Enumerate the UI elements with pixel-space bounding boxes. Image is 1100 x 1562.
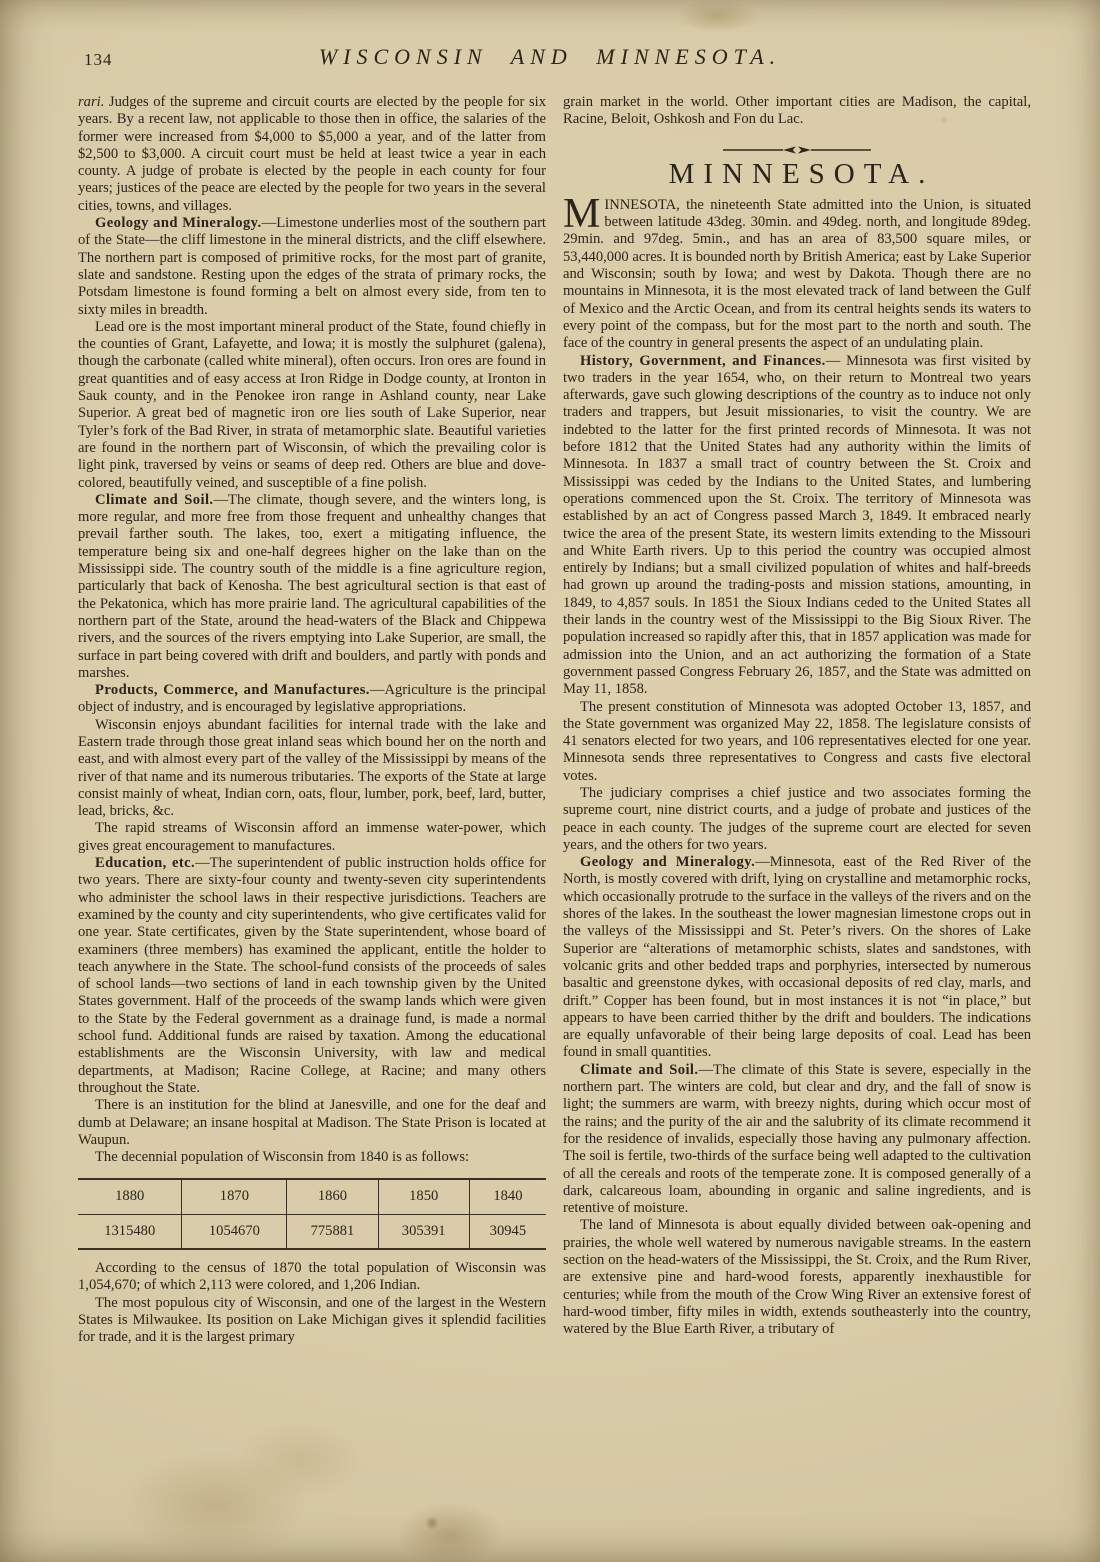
section-run-head: Geology and Mineralogy. (95, 215, 262, 232)
table-header-row (78, 1179, 546, 1214)
paragraph: Lead ore is the most important mineral product of the State, found chiefly in the counties of Grant, Lafayette, and Iowa; it is mostly the sulphuret (galena), though the carbonate (called white mineral), often occurs. Iron ores are found in great quantities and of easy access at Iron Ridge in Dodge county, at Ironton in Sauk county, and in the Penokee iron range in Ashland county, near Lake Superior. A great bed of magnetic iron ore lies south of Lake Superior, near Tyler’s fork of the Bad River, in strata of metamorphic slate. Beautiful varieties are found in the northern part of Wisconsin, of which the prevailing color is light pink, traversed by veins or seams of deep red. Others are blue and dove-colored, beautifully veined, and susceptible of a fine polish. (78, 318, 546, 491)
table-cell: 775881 (287, 1214, 378, 1249)
table-cell: 1315480 (104, 1222, 156, 1239)
paragraph: The most populous city of Wisconsin, and one of the largest in the Western States is Milwaukee. Its position on Lake Michigan gives it splendid facilities for trade, and it is the largest primary (78, 1294, 546, 1346)
table-cell: 1870 (182, 1179, 287, 1214)
section-run-head: Climate and Soil. (580, 1061, 699, 1078)
divider-ornament-icon (717, 144, 877, 156)
paragraph: According to the census of 1870 the total population of Wisconsin was 1,054,670; of which 2,113 were colored, and 1,206 Indian. (78, 1260, 546, 1294)
table-cell: 1860 (287, 1179, 378, 1214)
right-column (563, 94, 1031, 1338)
paragraph: The judiciary comprises a chief justice and two associates forming the supreme court, nine district courts, and a judge of probate and justices of the peace in each county. The judges of the supreme court are elected for seven years, and the others for two years. (563, 784, 1031, 853)
drop-cap: M (563, 190, 601, 237)
paragraph: Climate and Soil.—The climate of this State is severe, especially in the northern part. The winters are cold, but clear and dry, and the fall of snow is light; the summers are warm, with breezy nights, during which occur most of the rains; and the purity of the air and the salubrity of its climate recommend it for the residence of invalids, especially those having any pulmonary affection. The soil is fertile, two-thirds of the surface being well adapted to the cultivation of all the cereals and roots of the temperate zone. It is composed generally of a dark, calcareous loam, abounding in organic and saline ingredients, and is retentive of moisture. (563, 1061, 1031, 1217)
page-number: 134 (84, 50, 113, 69)
paragraph: The decennial population of Wisconsin from 1840 is as follows: (95, 1149, 470, 1166)
section-run-head: Climate and Soil. (95, 491, 214, 508)
paragraph: Geology and Mineralogy.—Minnesota, east of the Red River of the North, is mostly covered with drift, lying on crystalline and metamorphic rocks, which occasionally protrude to the surface in the valleys of the rivers and on the shores of the lakes. In the southeast the lower magnesian limestone crops out in the valleys of the Mississippi and St. Peter’s rivers. On the shores of Lake Superior are “alterations of metamorphic schists, slates and sandstones, with volcanic grits and other bedded traps and porphyries, intersected by numerous basaltic and greenstone dykes, with occasional deposits of red clay, marls, and drift.” Copper has been found, but in most instances it is not “in place,” but appears to have been carried thither by the drift and boulders. The indications are equally unfavorable of their being large deposits of coal. Lead has been found in small quantities. (563, 854, 1031, 1061)
table-cell: 1054670 (182, 1214, 287, 1249)
paragraph: MINNESOTA, the nineteenth State admitted into the Union, is situated between latitude 43deg. 30min. and 49deg. north, and longitude 89deg. 29min. and 97deg. 5min., and has an area of 83,500 square miles, or 53,440,000 acres. It is bounded north by British America; east by Lake Superior and Wisconsin; south by Iowa; and west by Dakota. Though there are no mountains in Minnesota, it is the most elevated track of land between the Gulf of Mexico and the Arctic Ocean, and from its central heights sends its waters to every point of the compass, but for the most part to the north and south. The face of the country in general presents the aspect of an undulating plain. (563, 190, 1031, 352)
section-run-head: Products, Commerce, and Manufactures. (95, 682, 370, 699)
continuation-lead: rari. (78, 94, 105, 110)
paragraph: Wisconsin enjoys abundant facilities for internal trade with the lake and Eastern trade through those great inland seas which bound her on the north and east, and with almost every part of the valley of the Mississippi by means of the river of that name and its numerous tributaries. The exports of the State at large consist mainly of wheat, Indian corn, oats, flour, lumber, pork, beef, lard, butter, lead, bricks, &c. (78, 716, 546, 820)
left-column (78, 94, 546, 1346)
minnesota-section-title: MINNESOTA. (668, 157, 935, 190)
paragraph: The rapid streams of Wisconsin afford an immense water-power, which gives great encouragement to manufactures. (78, 820, 546, 854)
running-head: WISCONSIN AND MINNESOTA. (318, 44, 782, 69)
paragraph: There is an institution for the blind at Janesville, and one for the deaf and dumb at Delaware; an insane hospital at Madison. The State Prison is located at Waupun. (78, 1097, 546, 1148)
section-divider (563, 144, 1031, 156)
paragraph: History, Government, and Finances.— Minnesota was first visited by two traders in the year 1654, who, on their return to Montreal two years afterwards, gave such glowing descriptions of the country as to induce not only traders and trappers, but Jesuit missionaries, to visit the country. We are indebted to the latter for the first printed records of Minnesota. It was not before 1812 that the United States had any authority within the limits of Minnesota. In 1837 a small tract of country between the St. Croix and Mississippi was ceded by the Indians to the United States, and lumbering operations commenced upon the St. Croix. The territory of Minnesota was established by an act of Congress passed March 3, 1849. It embraced nearly twice the area of the present State, its western limits extending to the Missouri and White Earth rivers. Up to this period the country was occupied almost entirely by Indians; but a small civilized population of whites and half-breeds had grown up around the trading-posts and mission stations, amounting, in 1849, to 4,857 souls. In 1851 the Sioux Indians ceded to the United States all their lands in the country west of the Mississippi to the Big Sioux River. The population increased so rapidly after this, that in 1857 application was made for admission into the Union, and an act authorizing the formation of a State government passed Congress February 26, 1857, and the State was admitted on May 11, 1858. (563, 352, 1031, 698)
paragraph: rari. Judges of the supreme and circuit courts are elected by the people for six years. By a recent law, not applicable to those then in office, the salaries of the former were increased from $4,000 to $5,000 a year, and of the latter from $2,500 to $3,000. A circuit court must be held at least twice a year in each county. A judge of probate is elected by the people in each county for four years; justices of the peace are elected by the people for two years in the several cities, towns, and villages. (78, 94, 546, 214)
table-cell: 1850 (378, 1179, 469, 1214)
paragraph: grain market in the world. Other important cities are Madison, the capital, Racine, Beloit, Oshkosh and Fon du Lac. (563, 94, 1031, 128)
paragraph: Climate and Soil.—The climate, though severe, and the winters long, is more regular, and more free from those frequent and unhealthy changes that prevail farther south. The lakes, too, exert a mitigating influence, the temperature being six and one-half degrees higher on the lake than on the Mississippi side. The country south of the middle is a fine agriculture region, particularly that back of Kenosha. The best agricultural section is that east of the Pekatonica, which has more prairie land. The agricultural capabilities of the northern part of the State, around the head-waters of the Black and Chippewa rivers, and the sources of the rivers emptying into Lake Superior, are small, the surface in part being covered with drift and boulders, and partly with ponds and marshes. (78, 491, 546, 681)
section-run-head: Geology and Mineralogy. (580, 854, 756, 871)
table-cell: 1840 (469, 1179, 546, 1214)
paragraph: The land of Minnesota is about equally divided between oak-opening and prairies, the whole well watered by numerous navigable streams. In the eastern section on the head-waters of the Mississippi, the St. Croix, and the Rum River, are extensive pine and hard-wood forests, apparently inexhaustible for centuries; while from the mouth of the Crow Wing River an extensive forest of hard-wood timber, fifty miles in width, extends southeasterly into the country, watered by the Blue Earth River, a tributary of (563, 1217, 1031, 1338)
table-cell: 305391 (378, 1214, 469, 1249)
section-run-head: Education, etc. (95, 855, 196, 872)
section-run-head: History, Government, and Finances. (580, 352, 826, 369)
paragraph: Education, etc.—The superintendent of public instruction holds office for two years. There are sixty-four county and twenty-seven city superintendents who administer the school laws in their respective jurisdictions. Teachers are examined by the county and city superintendents, who give certificates valid for one year. State certificates, given by the State superintendent, whose board of examiners (three members) has examined the applicant, entitle the holder to teach anywhere in the State. The school-fund consists of the proceeds of sales of school lands—two sections of land in each township given by the United States government. Half of the proceeds of the swamp lands which were given to the State by the Federal government as a drainage fund, is made a normal school fund. Additional funds are raised by taxation. Among the educational establishments are the Wisconsin University, with law and medical departments, at Madison; Racine College, at Racine; and many others throughout the State. (78, 855, 546, 1096)
table-row (78, 1214, 546, 1249)
paragraph: Products, Commerce, and Manufactures.—Agriculture is the principal object of industry, and is encouraged by legislative appropriations. (78, 682, 546, 716)
table-cell: 1880 (78, 1179, 182, 1214)
population-table (78, 1178, 546, 1250)
table-cell: 30945 (469, 1214, 546, 1249)
paragraph: Geology and Mineralogy.—Limestone underlies most of the southern part of the State—the cliff limestone in the mineral districts, and the cliff elsewhere. The northern part is composed of primitive rocks, for the most part of granite, slate and sandstone. Resting upon the edges of the strata of primary rocks, the Potsdam limestone is found forming a belt on almost every side, from ten to sixty miles in breadth. (78, 215, 546, 318)
paragraph: The present constitution of Minnesota was adopted October 13, 1857, and the State government was organized May 22, 1858. The legislature consists of 41 senators elected for two years, and 106 representatives elected for one year. Minnesota sends three representatives to Congress and casts five electoral votes. (563, 698, 1031, 784)
